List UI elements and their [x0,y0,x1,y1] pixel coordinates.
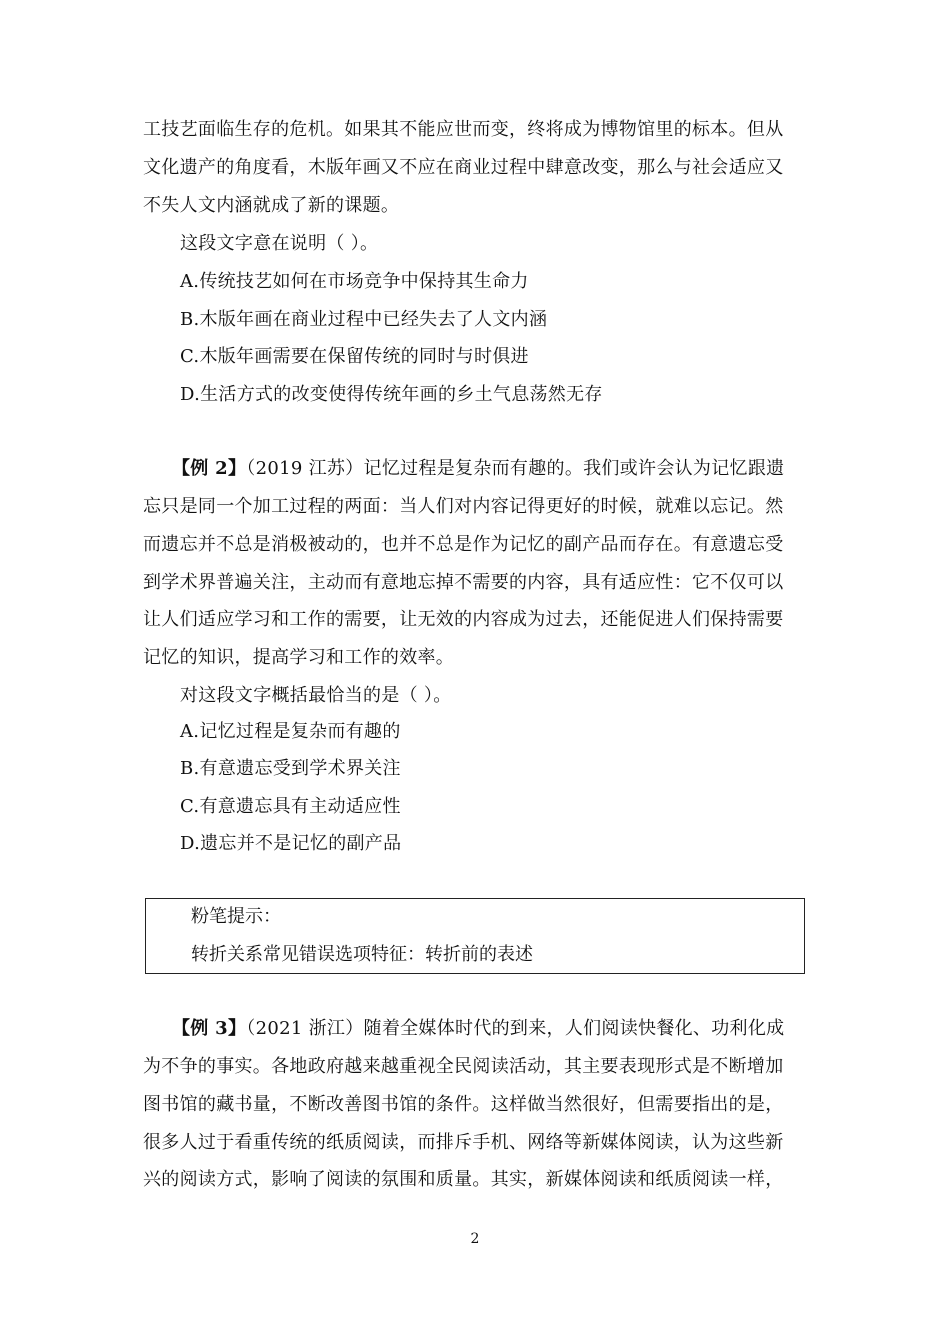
example2-option-b: B.有意遗忘受到学术界关注 [180,758,401,779]
example3-first-line-text: （2021 浙江）随着全媒体时代的到来，人们阅读快餐化、功利化成 [246,1018,785,1039]
intro-line-1: 工技艺面临生存的危机。如果其不能应世而变，终将成为博物馆里的标本。但从 [143,119,784,140]
example3-line-3: 图书馆的藏书量，不断改善图书馆的条件。这样做当然很好，但需要指出的是， [143,1094,784,1115]
intro-question: 这段文字意在说明（ ）。 [180,233,379,254]
example3-line-4: 很多人过于看重传统的纸质阅读，而排斥手机、网络等新媒体阅读，认为这些新 [143,1132,784,1153]
intro-option-c: C.木版年画需要在保留传统的同时与时俱进 [180,346,529,367]
intro-line-2: 文化遗产的角度看，木版年画又不应在商业过程中肆意改变，那么与社会适应又 [143,157,784,178]
intro-option-b: B.木版年画在商业过程中已经失去了人文内涵 [180,309,548,330]
tip-content: 转折关系常见错误选项特征：转折前的表述 [191,944,533,965]
example2-label: 【例 2】 [172,458,247,479]
page-number: 2 [470,1231,480,1247]
example2-option-d: D.遗忘并不是记忆的副产品 [180,833,402,854]
tip-title: 粉笔提示： [191,906,281,927]
intro-line-3: 不失人文内涵就成了新的课题。 [143,195,400,216]
example2-line-4: 到学术界普遍关注，主动而有意地忘掉不需要的内容，具有适应性：它不仅可以 [143,572,784,593]
example2-first-line [172,457,784,481]
example2-question: 对这段文字概括最恰当的是（ ）。 [180,685,452,706]
example2-option-c: C.有意遗忘具有主动适应性 [180,796,401,817]
example2-option-a: A.记忆过程是复杂而有趣的 [180,721,401,742]
example2-line-6: 记忆的知识，提高学习和工作的效率。 [143,647,455,668]
example3-label: 【例 3】 [172,1018,247,1039]
example3-line-5: 兴的阅读方式，影响了阅读的氛围和质量。其实，新媒体阅读和纸质阅读一样， [143,1169,784,1190]
example2-line-2: 忘只是同一个加工过程的两面：当人们对内容记得更好的时候，就难以忘记。然 [143,496,784,517]
example3-line-2: 为不争的事实。各地政府越来越重视全民阅读活动，其主要表现形式是不断增加 [143,1056,784,1077]
tip-box [145,898,805,974]
intro-option-a: A.传统技艺如何在市场竞争中保持其生命力 [180,271,529,292]
example2-first-line-text: （2019 江苏）记忆过程是复杂而有趣的。我们或许会认为记忆跟遗 [246,458,785,479]
example2-line-5: 让人们适应学习和工作的需要，让无效的内容成为过去，还能促进人们保持需要 [143,609,784,630]
intro-option-d: D.生活方式的改变使得传统年画的乡土气息荡然无存 [180,384,603,405]
example2-line-3: 而遗忘并不总是消极被动的，也并不总是作为记忆的副产品而存在。有意遗忘受 [143,534,784,555]
example3-first-line [172,1017,784,1041]
